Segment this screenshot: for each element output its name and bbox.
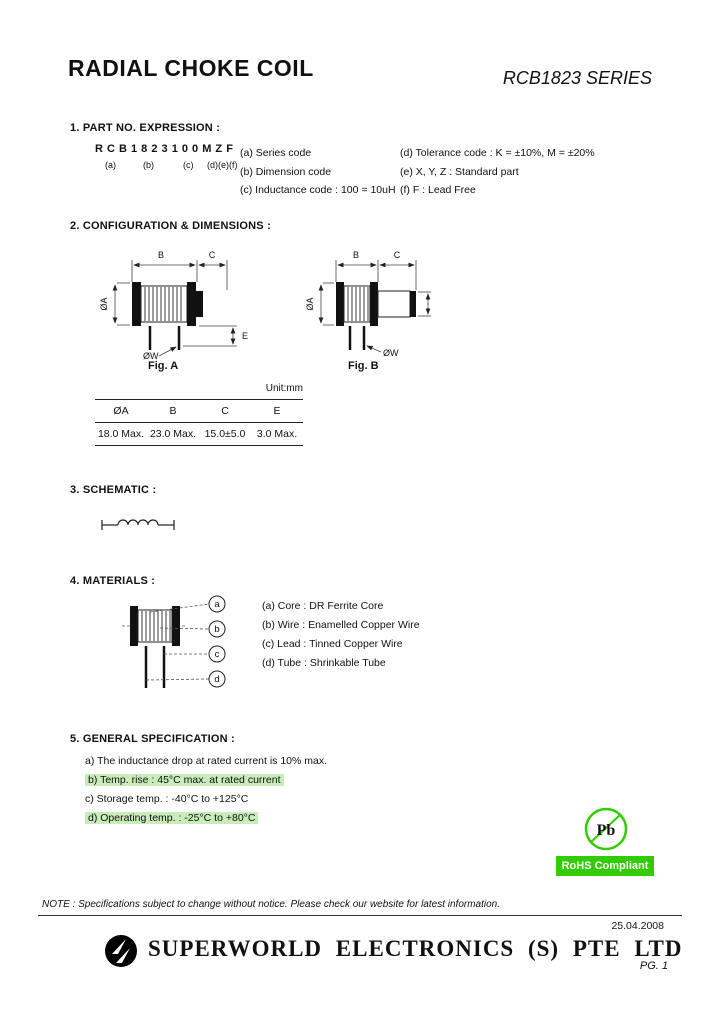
section-1-heading: 1. PART NO. EXPRESSION : xyxy=(70,122,221,134)
material-wire: (b) Wire : Enamelled Copper Wire xyxy=(262,619,420,631)
value-c: 15.0±5.0 xyxy=(204,428,246,440)
fig-a-drawing xyxy=(95,246,310,361)
company-name: SUPERWORLD ELECTRONICS (S) PTE LTD xyxy=(148,936,683,961)
unit-label: Unit:mm xyxy=(265,383,303,394)
spec-item-b: b) Temp. rise : 45°C max. at rated current xyxy=(85,771,327,790)
part-number-code: R C B 1 8 2 3 1 0 0 M Z F xyxy=(95,143,234,155)
value-e: 3.0 Max. xyxy=(256,428,298,440)
dim-label-e: E xyxy=(242,331,249,341)
marker-b: (b) xyxy=(143,160,154,170)
part-number-notes-right xyxy=(400,144,595,200)
dim-label-ow: ØW xyxy=(143,351,159,361)
spec-item-a: a) The inductance drop at rated current is 10% max. xyxy=(85,755,328,767)
spec-item-d: d) Operating temp. : -25°C to +80°C xyxy=(85,809,327,828)
revision-date: 25.04.2008 xyxy=(611,920,664,932)
section-4-heading: 4. MATERIALS : xyxy=(70,575,156,587)
series-name: RCB1823 SERIES xyxy=(502,68,652,88)
value-oa: 18.0 Max. xyxy=(97,428,145,440)
material-tube: (d) Tube : Shrinkable Tube xyxy=(262,657,386,669)
footer-note: NOTE : Specifications subject to change without notice. Please check our website for latest information. xyxy=(42,899,501,910)
material-lead: (c) Lead : Tinned Copper Wire xyxy=(262,638,403,650)
note-inductance-code: (c) Inductance code : 100 = 10uH xyxy=(240,184,396,196)
col-header-e: E xyxy=(273,405,281,417)
pb-label: Pb xyxy=(596,822,616,839)
note-standard-part: (e) X, Y, Z : Standard part xyxy=(400,165,519,178)
page-title: RADIAL CHOKE COIL xyxy=(68,55,314,81)
callout-b: b xyxy=(214,624,220,635)
spec-item-c: c) Storage temp. : -40°C to +125°C xyxy=(85,793,249,805)
dimension-table-header-row xyxy=(95,400,303,423)
dim-label-b: B xyxy=(157,250,165,260)
note-lead-free: (f) F : Lead Free xyxy=(400,184,476,196)
note-series-code: (a) Series code xyxy=(240,147,312,159)
company-logo-icon xyxy=(104,934,138,968)
dimension-table xyxy=(95,399,303,446)
dim-label-oa: ØA xyxy=(305,297,315,311)
material-core: (a) Core : DR Ferrite Core xyxy=(262,600,384,612)
part-number-notes-left xyxy=(240,144,396,200)
inductor-schematic xyxy=(98,507,188,535)
callout-d: d xyxy=(214,674,220,685)
dim-label-b: B xyxy=(352,250,360,260)
col-header-oa: ØA xyxy=(113,405,129,417)
pb-free-icon xyxy=(583,806,629,852)
value-b: 23.0 Max. xyxy=(149,428,197,440)
section-2-heading: 2. CONFIGURATION & DIMENSIONS : xyxy=(70,220,271,232)
dim-label-c: C xyxy=(208,250,216,260)
section-5-heading: 5. GENERAL SPECIFICATION : xyxy=(70,733,235,745)
marker-def: (d)(e)(f) xyxy=(207,160,238,170)
note-tolerance-code: (d) Tolerance code : K = ±10%, M = ±20% xyxy=(400,147,595,159)
footer-divider xyxy=(38,915,682,916)
general-specification-list xyxy=(85,752,327,828)
marker-c: (c) xyxy=(183,160,194,170)
dimension-table-value-row xyxy=(95,423,303,445)
callout-a: a xyxy=(214,599,220,610)
dim-label-c: C xyxy=(393,250,401,260)
dim-label-oa: ØA xyxy=(99,297,109,311)
dim-label-ow: ØW xyxy=(383,348,399,358)
note-dimension-code: (b) Dimension code xyxy=(240,165,332,178)
rohs-compliant-badge: RoHS Compliant xyxy=(556,856,654,876)
col-header-c: C xyxy=(221,405,229,417)
materials-drawing xyxy=(120,592,235,696)
col-header-b: B xyxy=(169,405,177,417)
page-number: PG. 1 xyxy=(639,960,668,972)
fig-b-drawing xyxy=(305,246,470,361)
section-3-heading: 3. SCHEMATIC : xyxy=(70,484,157,496)
callout-c: c xyxy=(214,649,220,660)
marker-a: (a) xyxy=(105,160,116,170)
materials-list xyxy=(262,597,420,673)
fig-a-caption: Fig. A xyxy=(148,360,179,372)
fig-b-caption: Fig. B xyxy=(348,360,379,372)
